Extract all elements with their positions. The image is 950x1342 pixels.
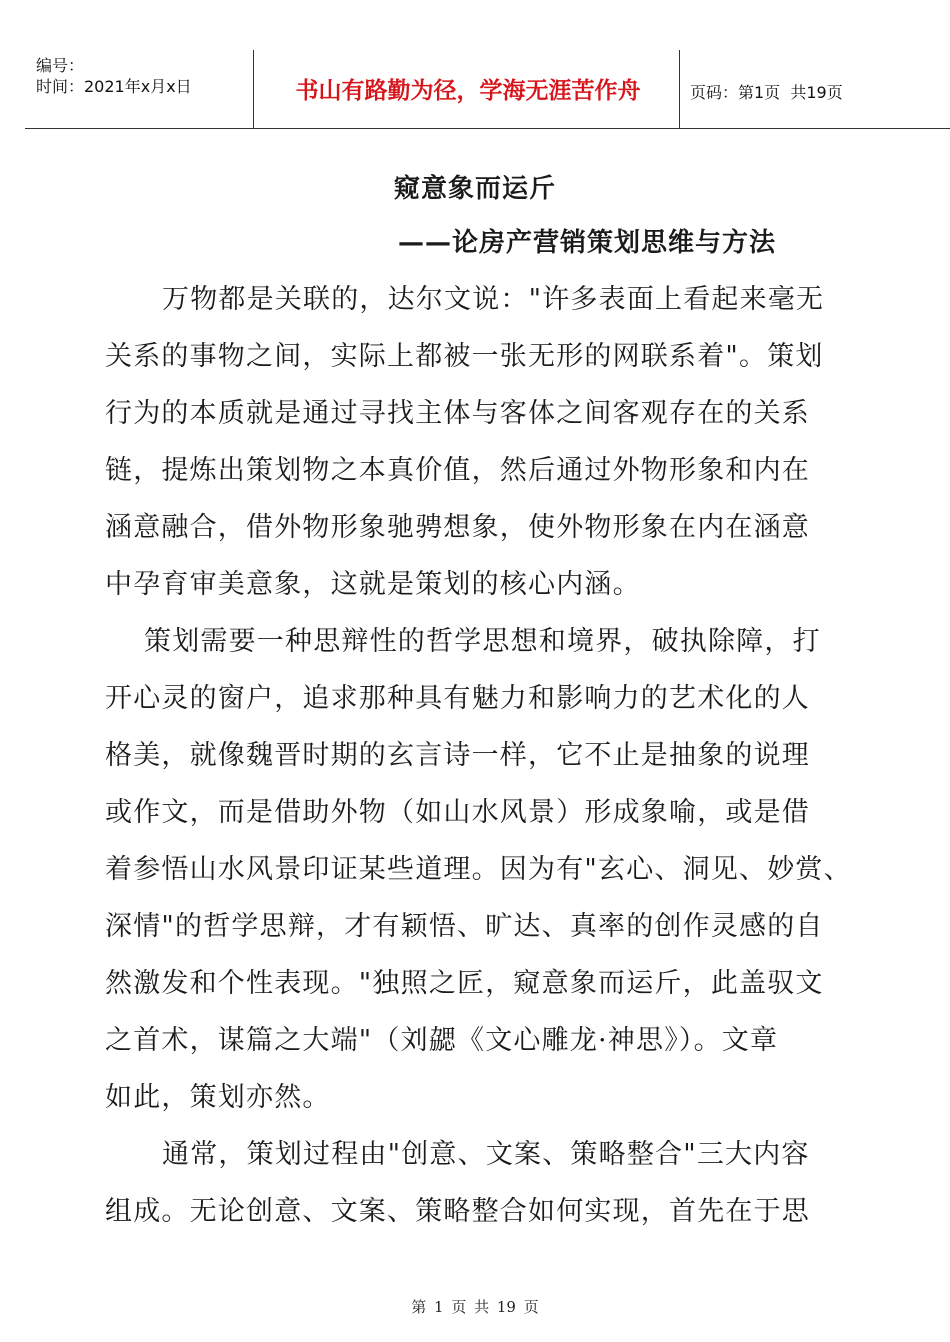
body-line: 组成。无论创意、文案、策略整合如何实现，首先在于思 xyxy=(105,1196,810,1227)
body-line: 着参悟山水风景印证某些道理。因为有"玄心、洞见、妙赏、 xyxy=(105,854,852,885)
header-page-code: 页码：第1页 共19页 xyxy=(690,83,843,102)
body-line: 行为的本质就是通过寻找主体与客体之间客观存在的关系 xyxy=(105,398,810,429)
body-line: 策划需要一种思辩性的哲学思想和境界，破执除障，打 xyxy=(144,626,821,657)
body-line: 链，提炼出策划物之本真价值，然后通过外物形象和内在 xyxy=(105,455,810,486)
header-motto: 书山有路勤为径，学海无涯苦作舟 xyxy=(295,78,641,104)
header-separator-right xyxy=(679,50,680,128)
body-line: 之首术，谋篇之大端"（刘勰《文心雕龙·神思》）。文章 xyxy=(105,1025,779,1056)
body-line: 涵意融合，借外物形象驰骋想象，使外物形象在内在涵意 xyxy=(105,512,810,543)
header-divider xyxy=(25,128,950,129)
body-line: 然激发和个性表现。"独照之匠，窥意象而运斤，此盖驭文 xyxy=(105,968,824,999)
page-footer: 第 1 页 共 19 页 xyxy=(411,1298,539,1316)
document-meta xyxy=(36,55,192,97)
body-line: 如此，策划亦然。 xyxy=(105,1082,331,1113)
body-line: 中孕育审美意象，这就是策划的核心内涵。 xyxy=(105,569,641,600)
body-line: 开心灵的窗户，追求那种具有魅力和影响力的艺术化的人 xyxy=(105,683,810,714)
body-line: 或作文，而是借助外物（如山水风景）形成象喻，或是借 xyxy=(105,797,810,828)
body-line: 格美，就像魏晋时期的玄言诗一样，它不止是抽象的说理 xyxy=(105,740,810,771)
document-subtitle: ——论房产营销策划思维与方法 xyxy=(398,228,777,258)
body-line: 深情"的哲学思辩，才有颖悟、旷达、真率的创作灵感的自 xyxy=(105,911,824,942)
number-label: 编号： xyxy=(36,56,85,75)
document-title: 窥意象而运斤 xyxy=(393,174,556,204)
body-line: 关系的事物之间，实际上都被一张无形的网联系着"。策划 xyxy=(105,341,824,372)
header-separator-left xyxy=(253,50,254,128)
body-line: 万物都是关联的，达尔文说："许多表面上看起来毫无 xyxy=(162,284,825,315)
body-line: 通常，策划过程由"创意、文案、策略整合"三大内容 xyxy=(162,1139,810,1170)
time-label: 时间：2021年x月x日 xyxy=(36,77,192,96)
